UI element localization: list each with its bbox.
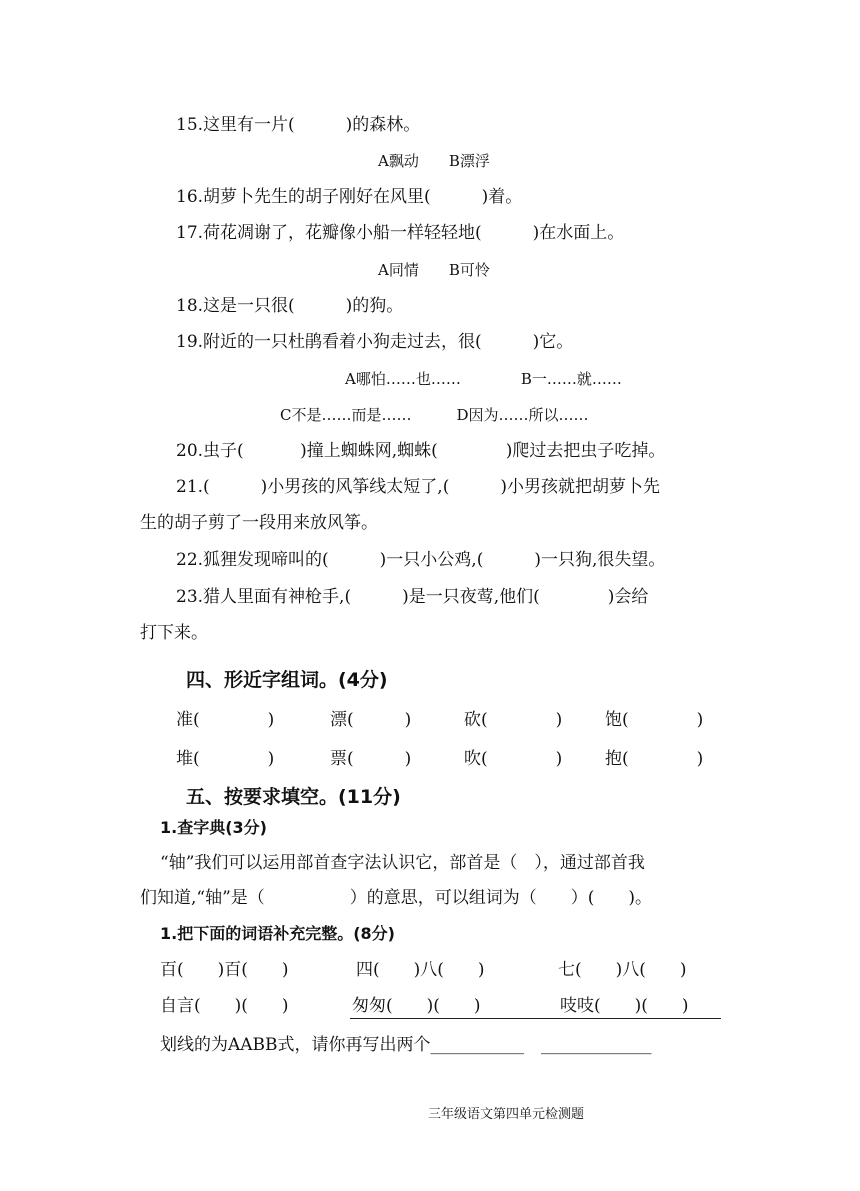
question-23-cont: 打下来。 [140,623,208,643]
char-pair-2-top: 漂( ) [330,710,412,730]
question-16: 16.胡萝卜先生的胡子刚好在风里( )着。 [176,187,523,207]
question-21-cont: 生的胡子剪了一段用来放风筝。 [140,513,378,533]
char-pair-3-top: 砍( ) [464,710,563,730]
options-17-18: A同情 B可怜 [378,261,490,279]
question-17: 17.荷花凋谢了，花瓣像小船一样轻轻地( )在水面上。 [176,223,625,243]
idiom-5: 匆匆( )( ) [352,996,481,1016]
aabb-underline [350,1018,721,1019]
dictionary-subheading: 1.查字典(3分) [160,818,267,837]
question-22: 22.狐狸发现啼叫的( )一只小公鸡,( )一只狗,很失望。 [176,550,666,570]
char-pair-4-bottom: 抱( ) [605,749,704,769]
question-21: 21.( )小男孩的风筝线太短了,( )小男孩就把胡萝卜先 [176,477,660,497]
options-15-16: A飘动 B漂浮 [378,152,490,170]
char-pair-4-top: 饱( ) [605,710,704,730]
question-20: 20.虫子( )撞上蜘蛛网,蜘蛛( )爬过去把虫子吃掉。 [176,441,666,461]
char-pair-3-bottom: 吹( ) [464,749,563,769]
char-pair-1-top: 准( ) [176,710,275,730]
idiom-subheading: 1.把下面的词语补充完整。(8分) [160,924,395,943]
question-15: 15.这里有一片( )的森林。 [176,115,421,135]
char-pair-1-bottom: 堆( ) [176,749,275,769]
dictionary-line-2: 们知道,“轴”是（ ）的意思，可以组词为（ ）( )。 [140,888,653,908]
options-conjunctions-1: A哪怕……也…… B一……就…… [345,370,622,388]
section-5-title: 五、按要求填空。(11分) [186,786,401,808]
question-18: 18.这是一只很( )的狗。 [176,296,404,316]
dictionary-line-1: “轴”我们可以运用部首查字法认识它，部首是（ ），通过部首我 [160,853,645,873]
idiom-3: 七( )八( ) [558,960,687,980]
options-conjunctions-2: C不是……而是…… D因为……所以…… [280,406,589,424]
idiom-2: 四( )八( ) [356,960,485,980]
idiom-4: 自言( )( ) [160,996,289,1016]
section-4-title: 四、形近字组词。(4分) [186,669,388,691]
idiom-1: 百( )百( ) [160,960,289,980]
aabb-instruction: 划线的为AABB式，请你再写出两个___________ _____________ [160,1035,652,1055]
idiom-6: 吱吱( )( ) [560,996,689,1016]
question-19: 19.附近的一只杜鹃看着小狗走过去，很( )它。 [176,332,574,352]
page-footer: 三年级语文第四单元检测题 [428,1107,585,1122]
char-pair-2-bottom: 票( ) [330,749,412,769]
question-23: 23.猎人里面有神枪手,( )是一只夜莺,他们( )会给 [176,587,649,607]
